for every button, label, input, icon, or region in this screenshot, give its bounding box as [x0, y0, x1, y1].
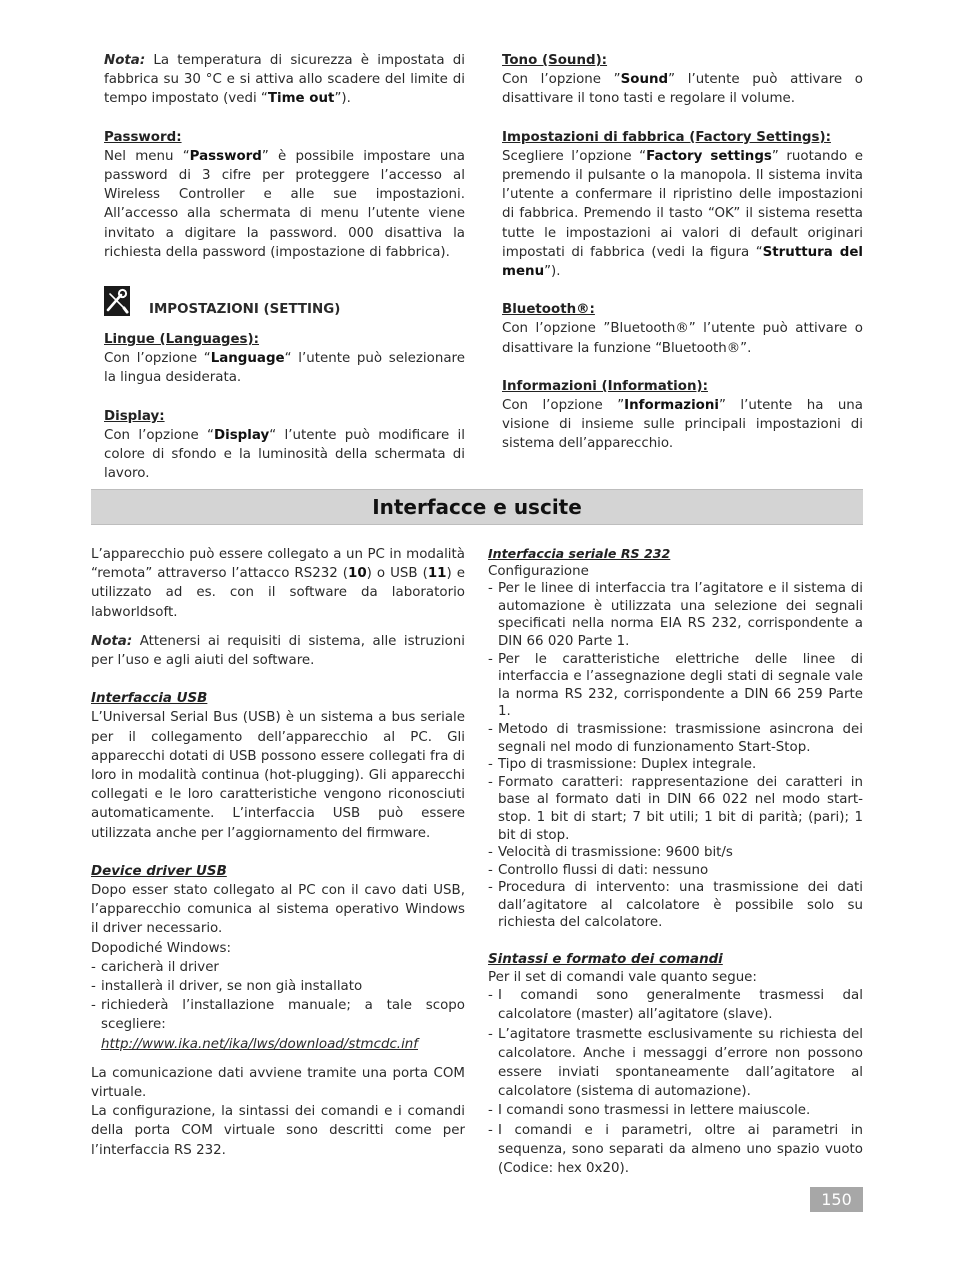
- driver-download-link[interactable]: http://www.ika.net/ika/lws/download/stmcdc.inf: [101, 1036, 418, 1052]
- nota-paragraph: Nota: La temperatura di sicurezza è impostata di fabbrica su 30 °C e si attiva allo scadere del limite di tempo impostato (vedi “Time out”).: [104, 53, 465, 107]
- lingue-paragraph: Con l’opzione “Language“ l’utente può selezionare la lingua desiderata.: [104, 351, 465, 386]
- list-item: - Controllo flussi di dati: nessuno: [488, 862, 863, 880]
- factory-paragraph: Scegliere l’opzione “Factory settings” ruotando e premendo il pulsante o la manopola. Il sistema invita l’utente a confermare il ripristino delle impostazioni di fabbrica. Premendo il tasto “OK” il sistema resetta tutte le impostazioni ai valori di default originari impostati di fabbrica (vedi la figura “Struttura del menu”).: [502, 148, 864, 280]
- list-item: - installerà il driver, se non già installato: [91, 977, 465, 996]
- rs232-list: [488, 580, 863, 932]
- bluetooth-heading: Bluetooth®:: [502, 302, 595, 318]
- section-banner: [91, 489, 863, 525]
- left-top-column: [104, 51, 465, 262]
- list-item: - Tipo di trasmissione: Duplex integrale.: [488, 756, 863, 774]
- list-item: - richiederà l’installazione manuale; a tale scopo scegliere:: [91, 996, 465, 1034]
- usb-paragraph: L’Universal Serial Bus (USB) è un sistema a bus seriale per il collegamento dell’apparecchio al PC. Gli apparecchi dotati di USB possono essere collegati fra di loro in modalità continua (hot-plugging). Gli apparecchi collegati e le loro caratteristiche vengono riconosciuti automaticamente. L’interfaccia USB può essere utilizzata anche per l’aggiornamento del firmware.: [91, 710, 465, 841]
- syntax-list: [488, 986, 863, 1178]
- rs232-subtitle: Configurazione: [488, 563, 589, 579]
- com-paragraph: La comunicazione dati avviene tramite una porta COM virtuale.: [91, 1065, 465, 1101]
- password-paragraph: Nel menu “Password” è possibile impostare una password di 3 cifre per proteggere l’accesso al Wireless Controller e alle sue impostazioni. All’accesso alla schermata di menu l’utente viene invitato a digitare la password. 000 disattiva la richiesta della password (impostazione di fabbrica).: [104, 148, 466, 260]
- intro-paragraph: L’apparecchio può essere collegato a un PC in modalità “remota” attraverso l’attacco RS232 (10) o USB (11) e utilizzato ad es. con il software da laboratorio labworldsoft.: [91, 547, 465, 620]
- list-item: - Metodo di trasmissione: trasmissione asincrona dei segnali nel modo di funzionamento Start-Stop.: [488, 721, 863, 756]
- list-item: - caricherà il driver: [91, 958, 465, 977]
- list-item: - Velocità di trasmissione: 9600 bit/s: [488, 844, 863, 862]
- lingue-heading: Lingue (Languages):: [104, 332, 260, 347]
- factory-heading: Impostazioni di fabbrica (Factory Settings):: [502, 129, 831, 145]
- driver-heading: Device driver USB: [91, 863, 227, 879]
- rs232-heading: Interfaccia seriale RS 232: [488, 546, 671, 561]
- display-paragraph: Con l’opzione “Display“ l’utente può modificare il colore di sfondo e la luminosità della schermata di lavoro.: [104, 427, 465, 482]
- bluetooth-paragraph: Con l’opzione ”Bluetooth®” l’utente può attivare o disattivare la funzione “Bluetooth®”.: [502, 321, 863, 356]
- list-item: - I comandi sono generalmente trasmessi dal calcolatore (master) all’agitatore (slave).: [488, 986, 863, 1024]
- syntax-subtitle: Per il set di comandi vale quanto segue:: [488, 969, 757, 985]
- left-settings-column: [104, 330, 465, 483]
- driver-paragraph: Dopo esser stato collegato al PC con il cavo dati USB, l’apparecchio comunica al sistema operativo Windows il driver necessario.: [91, 883, 465, 937]
- info-paragraph: Con l’opzione ”Informazioni” l’utente ha una visione di insieme sulle principali impostazioni di sistema dell’apparecchio.: [502, 398, 863, 452]
- settings-section-title: IMPOSTAZIONI (SETTING): [149, 302, 341, 317]
- driver-list: [91, 958, 465, 1035]
- section-title: Interfacce e uscite: [372, 495, 582, 519]
- wrench-screwdriver-icon: [104, 286, 130, 316]
- right-bottom-column: [488, 545, 863, 1178]
- page-number: 150: [810, 1187, 863, 1212]
- nota2-paragraph: Nota: Attenersi ai requisiti di sistema, alle istruzioni per l’uso e agli aiuti del software.: [91, 633, 465, 669]
- info-heading: Informazioni (Information):: [502, 378, 708, 394]
- list-item: - L’agitatore trasmette esclusivamente su richiesta del calcolatore. Anche i messaggi d’errore non possono essere inviati spontaneamente dall’agitatore al calcolatore (sistema di automazione).: [488, 1025, 863, 1102]
- list-item: - I comandi sono trasmessi in lettere maiuscole.: [488, 1101, 863, 1120]
- display-heading: Display:: [104, 408, 165, 424]
- usb-heading: Interfaccia USB: [91, 691, 208, 707]
- com-paragraph-2: La configurazione, la sintassi dei comandi e i comandi della porta COM virtuale sono descritti come per l’interfaccia RS 232.: [91, 1104, 465, 1158]
- left-bottom-column: [91, 545, 465, 1160]
- right-top-column: [502, 51, 863, 454]
- list-item: - Formato caratteri: rappresentazione dei caratteri in base al formato dati in DIN 66 022 nel modo start-stop. 1 bit di start; 7 bit utili; 1 bit di parità; (pari); 1 bit di stop.: [488, 774, 863, 844]
- password-heading: Password:: [104, 129, 182, 145]
- list-item: - Procedura di intervento: una trasmissione dei dati dall’agitatore al calcolatore è possibile solo su richiesta del calcolatore.: [488, 879, 863, 932]
- driver-paragraph-2: Dopodiché Windows:: [91, 940, 232, 956]
- tono-heading: Tono (Sound):: [502, 53, 608, 68]
- list-item: - Per le caratteristiche elettriche delle linee di interfaccia e l’assegnazione degli stati di segnale vale la norma RS 232, corrispondente a DIN 66 259 Parte 1.: [488, 651, 863, 721]
- tono-paragraph: Con l’opzione ”Sound” l’utente può attivare o disattivare il tono tasti e regolare il volume.: [502, 72, 863, 107]
- list-item: - I comandi e i parametri, oltre ai parametri in sequenza, sono separati da almeno uno spazio vuoto (Codice: hex 0x20).: [488, 1121, 863, 1179]
- syntax-heading: Sintassi e formato dei comandi: [488, 952, 723, 968]
- list-item: - Per le linee di interfaccia tra l’agitatore e il sistema di automazione è utilizzata una selezione dei segnali specificati nella norma EIA RS 232, corrispondente a DIN 66 020 Parte 1.: [488, 580, 863, 650]
